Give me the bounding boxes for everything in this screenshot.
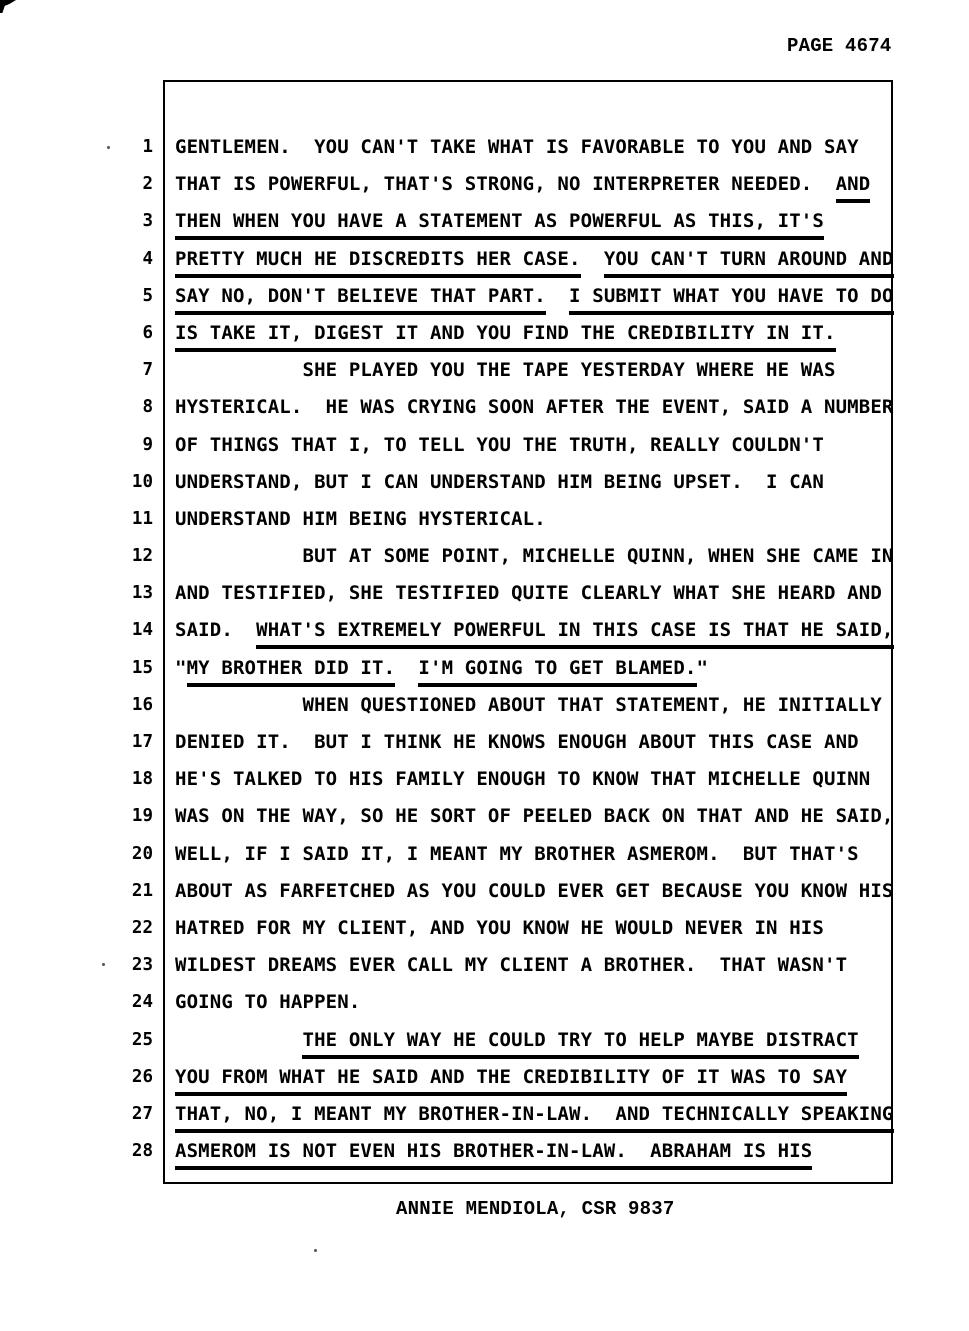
text-segment: [581, 248, 604, 270]
line-number: 24: [131, 992, 153, 1013]
line-number: 26: [131, 1066, 153, 1087]
underlined-text-segment: THAT, NO, I MEANT MY BROTHER-IN-LAW. AND TECHNICALLY SPEAKING: [175, 1103, 894, 1133]
text-segment: UNDERSTAND HIM BEING HYSTERICAL.: [175, 507, 546, 530]
text-segment: BUT AT SOME POINT, MICHELLE QUINN, WHEN SHE CAME IN: [175, 545, 894, 568]
transcript-line: [175, 538, 897, 575]
text-segment: GOING TO HAPPEN.: [175, 991, 361, 1014]
line-number: 3: [142, 211, 153, 232]
text-segment: ": [696, 656, 709, 679]
underlined-text-segment: I SUBMIT WHAT YOU HAVE TO DO: [569, 285, 894, 315]
line-number: 12: [131, 546, 153, 567]
transcript-line: [175, 203, 897, 240]
text-segment: GENTLEMEN. YOU CAN'T TAKE WHAT IS FAVORABLE TO YOU AND SAY: [175, 136, 859, 158]
line-number: 18: [131, 769, 153, 790]
underlined-text-segment: THE ONLY WAY HE COULD TRY TO HELP MAYBE DISTRACT: [302, 1029, 858, 1059]
transcript-line: [175, 1133, 897, 1170]
text-segment: [175, 1029, 302, 1051]
transcript-line: [175, 315, 897, 352]
text-segment: ": [175, 656, 187, 679]
text-segment: [395, 657, 418, 679]
underlined-text-segment: PRETTY MUCH HE DISCREDITS HER CASE.: [175, 248, 581, 278]
transcript-line: [175, 166, 897, 203]
line-number: 4: [142, 248, 153, 269]
transcript-text-column: [175, 129, 897, 1170]
transcript-line: [175, 464, 897, 501]
transcript-line: [175, 761, 897, 798]
underlined-text-segment: YOU CAN'T TURN AROUND AND: [604, 248, 894, 278]
line-number: 17: [131, 732, 153, 752]
line-number-column: [93, 129, 153, 1170]
line-number: 25: [131, 1029, 153, 1050]
transcript-line: [175, 278, 897, 315]
text-segment: SAID.: [175, 619, 257, 642]
page-number-label: PAGE 4674: [787, 35, 892, 57]
line-number: 13: [131, 583, 153, 604]
transcript-line: [175, 612, 897, 649]
underlined-text-segment: ASMEROM IS NOT EVEN HIS BROTHER-IN-LAW. ABRAHAM IS HIS: [175, 1140, 812, 1170]
line-number: 21: [131, 880, 153, 901]
transcript-line: [175, 910, 897, 947]
underlined-text-segment: SAY NO, DON'T BELIEVE THAT PART.: [175, 285, 546, 315]
line-number: 2: [142, 174, 153, 195]
line-number: 20: [131, 843, 153, 864]
transcript-line: [175, 575, 897, 612]
line-number: 23: [131, 955, 153, 976]
text-segment: THAT IS POWERFUL, THAT'S STRONG, NO INTERPRETER NEEDED.: [175, 173, 836, 196]
line-number: 10: [131, 471, 153, 492]
line-number: 16: [131, 694, 153, 715]
text-segment: UNDERSTAND, BUT I CAN UNDERSTAND HIM BEING UPSET. I CAN: [175, 470, 824, 493]
transcript-line: [175, 389, 897, 426]
court-reporter-label: ANNIE MENDIOLA, CSR 9837: [396, 1198, 675, 1220]
text-segment: WAS ON THE WAY, SO HE SORT OF PEELED BACK ON THAT AND HE SAID,: [175, 805, 894, 828]
text-segment: ABOUT AS FARFETCHED AS YOU COULD EVER GET BECAUSE YOU KNOW HIS: [175, 879, 894, 902]
transcript-line: [175, 687, 897, 724]
transcript-line: [175, 650, 897, 687]
text-segment: OF THINGS THAT I, TO TELL YOU THE TRUTH, REALLY COULDN'T: [175, 433, 824, 456]
transcript-line: [175, 501, 897, 538]
transcript-line: [175, 873, 897, 910]
transcript-line: [175, 427, 897, 464]
transcript-line: [175, 1096, 897, 1133]
transcript-line: [175, 947, 897, 984]
line-number: 22: [131, 917, 153, 938]
line-number: 19: [131, 806, 153, 827]
transcript-line: [175, 724, 897, 761]
scan-corner-artifact: [0, 0, 16, 13]
text-segment: DENIED IT. BUT I THINK HE KNOWS ENOUGH ABOUT THIS CASE AND: [175, 731, 859, 753]
text-segment: AND TESTIFIED, SHE TESTIFIED QUITE CLEARLY WHAT SHE HEARD AND: [175, 582, 882, 605]
text-segment: WHEN QUESTIONED ABOUT THAT STATEMENT, HE INITIALLY: [175, 693, 882, 716]
text-segment: WELL, IF I SAID IT, I MEANT MY BROTHER ASMEROM. BUT THAT'S: [175, 842, 859, 865]
transcript-line: [175, 1059, 897, 1096]
underlined-text-segment: YOU FROM WHAT HE SAID AND THE CREDIBILITY OF IT WAS TO SAY: [175, 1066, 847, 1096]
line-number: 15: [131, 657, 153, 678]
underlined-text-segment: WHAT'S EXTREMELY POWERFUL IN THIS CASE IS THAT HE SAID,: [256, 619, 893, 649]
transcript-line: [175, 352, 897, 389]
line-number: 1: [142, 137, 153, 157]
line-number: 27: [131, 1103, 153, 1124]
underlined-text-segment: IS TAKE IT, DIGEST IT AND YOU FIND THE CREDIBILITY IN IT.: [175, 322, 836, 352]
line-number: 8: [142, 397, 153, 418]
scan-speck: [314, 1249, 317, 1252]
line-number: 9: [142, 434, 153, 455]
underlined-text-segment: I'M GOING TO GET BLAMED.: [418, 657, 696, 687]
line-number: 14: [131, 620, 153, 641]
underlined-text-segment: MY BROTHER DID IT.: [187, 657, 396, 687]
line-number: 11: [131, 508, 153, 529]
line-number: 7: [142, 360, 153, 381]
transcript-line: [175, 129, 897, 166]
underlined-text-segment: THEN WHEN YOU HAVE A STATEMENT AS POWERFUL AS THIS, IT'S: [175, 210, 824, 240]
transcript-line: [175, 836, 897, 873]
line-number: 28: [131, 1141, 153, 1162]
text-segment: HYSTERICAL. HE WAS CRYING SOON AFTER THE EVENT, SAID A NUMBER: [175, 396, 894, 419]
transcript-line: [175, 1022, 897, 1059]
text-segment: [546, 285, 569, 307]
transcript-line: [175, 984, 897, 1021]
text-segment: SHE PLAYED YOU THE TAPE YESTERDAY WHERE HE WAS: [175, 359, 836, 382]
transcript-line: [175, 241, 897, 278]
line-number: 5: [142, 285, 153, 306]
text-segment: WILDEST DREAMS EVER CALL MY CLIENT A BROTHER. THAT WASN'T: [175, 954, 848, 977]
text-segment: HE'S TALKED TO HIS FAMILY ENOUGH TO KNOW THAT MICHELLE QUINN: [175, 768, 871, 791]
underlined-text-segment: AND: [836, 173, 871, 203]
line-number: 6: [142, 322, 153, 343]
text-segment: HATRED FOR MY CLIENT, AND YOU KNOW HE WOULD NEVER IN HIS: [175, 916, 824, 939]
transcript-line: [175, 798, 897, 835]
